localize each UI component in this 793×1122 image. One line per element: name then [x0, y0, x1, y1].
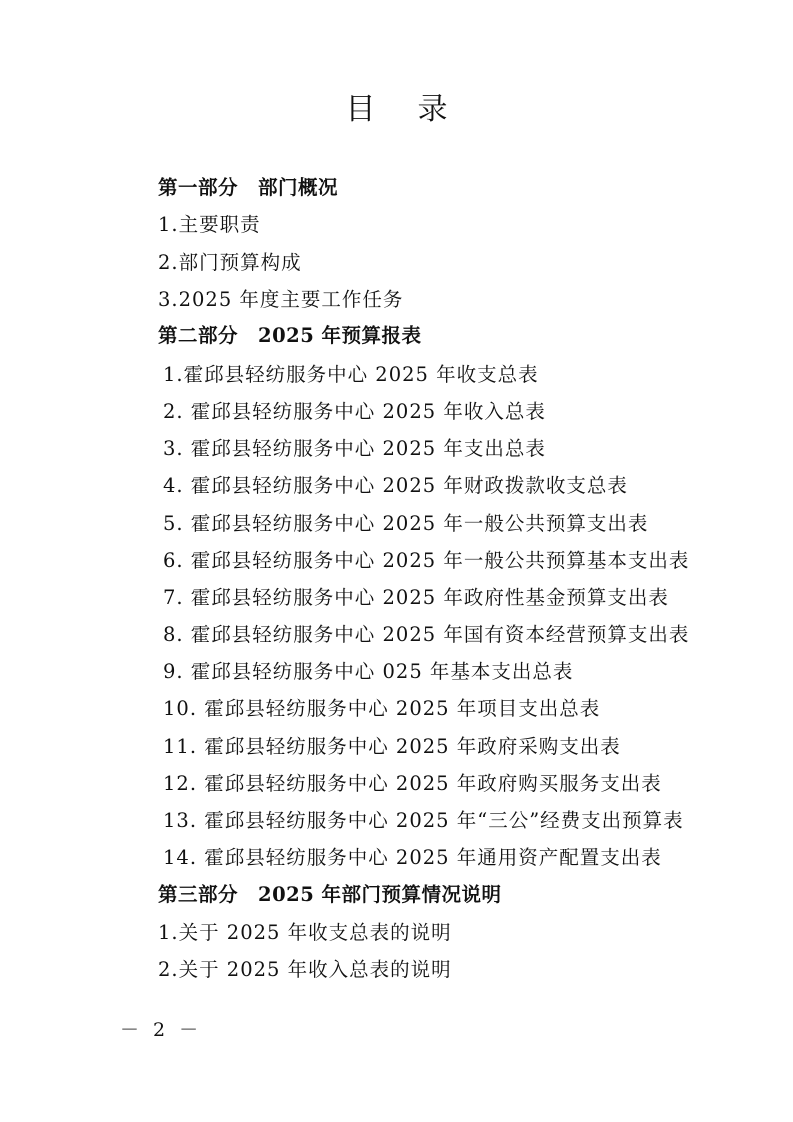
toc-item: 8. 霍邱县轻纺服务中心 2025 年国有资本经营预算支出表	[163, 623, 690, 646]
toc-item: 12. 霍邱县轻纺服务中心 2025 年政府购买服务支出表	[163, 772, 662, 795]
toc-item: 10. 霍邱县轻纺服务中心 2025 年项目支出总表	[163, 697, 601, 720]
toc-item: 2.关于 2025 年收入总表的说明	[158, 958, 452, 981]
toc-item: 13. 霍邱县轻纺服务中心 2025 年“三公”经费支出预算表	[163, 809, 684, 832]
toc-item: 3.2025 年度主要工作任务	[158, 288, 404, 311]
toc-section-2: 第二部分 2025 年预算报表	[158, 324, 422, 347]
toc-item: 2. 霍邱县轻纺服务中心 2025 年收入总表	[163, 400, 546, 423]
page-title: 目录	[345, 92, 490, 127]
toc-item: 3. 霍邱县轻纺服务中心 2025 年支出总表	[163, 437, 546, 460]
toc-section-1: 第一部分 部门概况	[158, 176, 339, 199]
page-number: － 2 －	[120, 1019, 203, 1041]
toc-item: 9. 霍邱县轻纺服务中心 025 年基本支出总表	[163, 660, 574, 683]
toc-item: 5. 霍邱县轻纺服务中心 2025 年一般公共预算支出表	[163, 512, 649, 535]
toc-item: 1.霍邱县轻纺服务中心 2025 年收支总表	[163, 363, 539, 386]
toc-item: 4. 霍邱县轻纺服务中心 2025 年财政拨款收支总表	[163, 474, 628, 497]
toc-item: 11. 霍邱县轻纺服务中心 2025 年政府采购支出表	[163, 735, 621, 758]
toc-item: 1.主要职责	[158, 213, 261, 236]
toc-section-3: 第三部分 2025 年部门预算情况说明	[158, 883, 502, 906]
toc-item: 1.关于 2025 年收支总表的说明	[158, 921, 452, 944]
toc-item: 14. 霍邱县轻纺服务中心 2025 年通用资产配置支出表	[163, 846, 662, 869]
toc-item: 2.部门预算构成	[158, 251, 302, 274]
toc-item: 7. 霍邱县轻纺服务中心 2025 年政府性基金预算支出表	[163, 586, 669, 609]
toc-item: 6. 霍邱县轻纺服务中心 2025 年一般公共预算基本支出表	[163, 549, 690, 572]
